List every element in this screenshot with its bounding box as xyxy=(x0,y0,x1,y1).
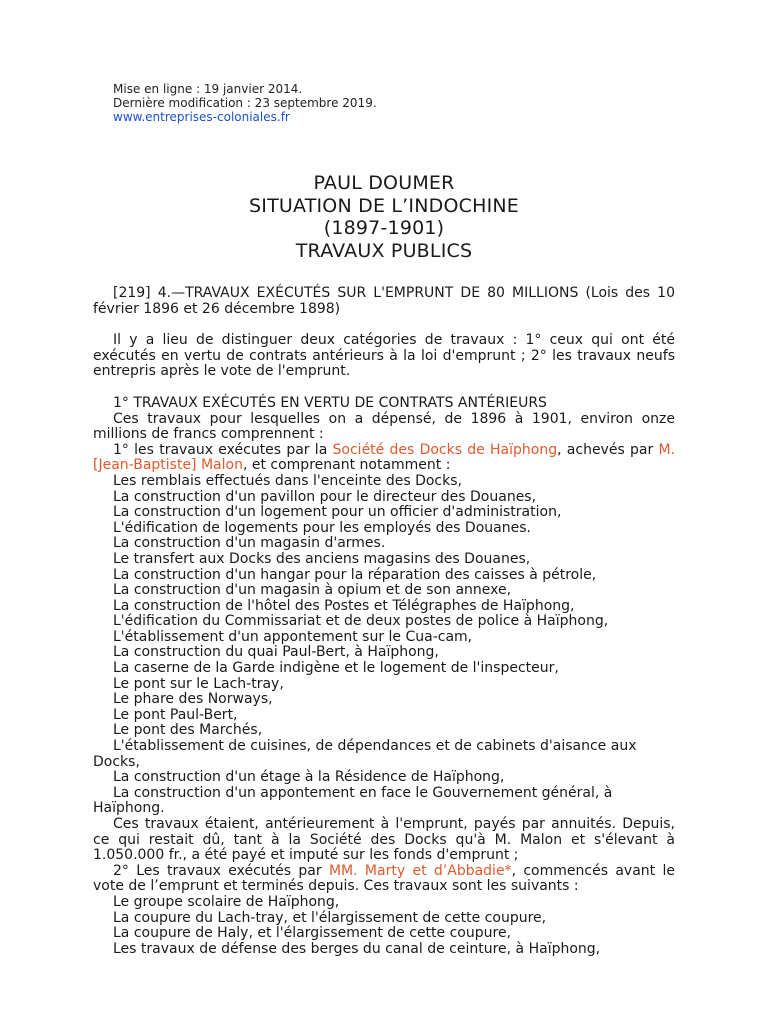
list-item: La construction d'un appontement en face le Gouvernement général, à Haïphong. xyxy=(93,784,613,817)
modified-date: Dernière modification : 23 septembre 2019. xyxy=(113,96,377,110)
section1-paragraph: Ces travaux pour lesquelles on a dépensé, de 1896 à 1901, environ onze millions de francs comprennent : xyxy=(93,410,675,443)
malon-link[interactable]: M. [Jean-Baptiste] Malon xyxy=(93,441,675,474)
docks-company-link[interactable]: Société des Docks de Haïphong xyxy=(332,441,558,458)
title-period: (1897-1901) xyxy=(323,217,445,239)
online-date: Mise en ligne : 19 janvier 2014. xyxy=(113,82,303,96)
section1-title: 1° TRAVAUX EXÉCUTÉS EN VERTU DE CONTRATS ANTÉRIEURS xyxy=(113,394,547,411)
list-item: La construction d'un logement pour un officier d'administration, xyxy=(113,504,562,521)
list-item: La caserne de la Garde indigène et le logement de l'inspecteur, xyxy=(113,660,559,677)
list-item: La construction d'un étage à la Résidence de Haïphong, xyxy=(113,769,505,786)
title-author: PAUL DOUMER xyxy=(313,172,455,194)
payment-paragraph: Ces travaux étaient, antérieurement à l'emprunt, payés par annuités. Depuis, ce qui restait dû, tant à la Société des Docks qu'à M. Malon et s'élevant à 1.050.000 fr., a été payé et imputé sur les fonds d'emprunt ; xyxy=(93,816,675,864)
list-item: La construction de l'hôtel des Postes et Télégraphes de Haïphong, xyxy=(113,597,575,614)
section-heading: [219] 4.—TRAVAUX EXÉCUTÉS SUR L'EMPRUNT DE 80 MILLIONS (Lois des 10 février 1896 et 26 décembre 1898) xyxy=(93,285,675,317)
list-item: Les travaux de défense des berges du canal de ceinture, à Haïphong, xyxy=(113,940,601,957)
title-subject: SITUATION DE L’INDOCHINE xyxy=(249,194,519,217)
item1-text-post: , et comprenant notamment : xyxy=(242,457,451,474)
item1-text-pre: 1° les travaux exécutes par la xyxy=(113,441,333,458)
list-item: La construction du quai Paul-Bert, à Haïphong, xyxy=(113,644,439,661)
list-item: Le pont sur le Lach-tray, xyxy=(113,675,284,692)
site-link[interactable]: www.entreprises-coloniales.fr xyxy=(113,110,290,124)
list-item: La construction d'un magasin d'armes. xyxy=(113,535,386,552)
item1-paragraph xyxy=(93,443,675,474)
list-item: L'établissement de cuisines, de dépendances et de cabinets d'aisance aux Docks, xyxy=(93,738,637,770)
list-item: Le pont des Marchés, xyxy=(113,722,263,739)
list-item: La construction d'un magasin à opium et de son annexe, xyxy=(113,582,512,599)
list-item: Le groupe scolaire de Haïphong, xyxy=(113,893,340,910)
intro-paragraph: Il y a lieu de distinguer deux catégories de travaux : 1° ceux qui ont été exécutés en vertu de contrats antérieurs à la loi d'emprunt ; 2° les travaux neufs entrepris après le vote de l'emprunt. xyxy=(93,332,675,380)
item2-text-pre: 2° Les travaux exécutés par xyxy=(113,862,329,879)
list-item: La construction d'un hangar pour la réparation des caisses à pétrole, xyxy=(113,566,597,583)
list-item: L'édification du Commissariat et de deux postes de police à Haïphong, xyxy=(113,613,609,630)
list-item: Le pont Paul-Bert, xyxy=(113,706,238,723)
works-list-2 xyxy=(93,895,675,957)
item2-text-post: , commencés avant le vote de l’emprunt et terminés depuis. Ces travaux sont les suivants : xyxy=(93,862,675,895)
marty-abbadie-link[interactable]: MM. Marty et d’Abbadie* xyxy=(328,862,512,879)
publication-meta xyxy=(113,82,377,124)
document-body xyxy=(93,286,675,957)
item2-paragraph xyxy=(93,864,675,895)
works-list-1 xyxy=(93,474,675,817)
list-item: Le transfert aux Docks des anciens magasins des Douanes, xyxy=(113,550,531,567)
list-item: La coupure du Lach-tray, et l'élargissement de cette coupure, xyxy=(113,909,547,926)
document-title xyxy=(0,172,768,262)
list-item: La coupure de Haly, et l'élargissement de cette coupure, xyxy=(113,925,512,942)
list-item: Les remblais effectués dans l'enceinte des Docks, xyxy=(113,472,462,489)
item1-text-mid: , achevés par xyxy=(557,441,659,458)
title-section: TRAVAUX PUBLICS xyxy=(295,239,473,262)
list-item: L'édification de logements pour les employés des Douanes. xyxy=(113,519,531,536)
list-item: L'établissement d'un appontement sur le Cua-cam, xyxy=(113,628,473,645)
list-item: La construction d'un pavillon pour le directeur des Douanes, xyxy=(113,488,537,505)
list-item: Le phare des Norways, xyxy=(113,691,273,708)
